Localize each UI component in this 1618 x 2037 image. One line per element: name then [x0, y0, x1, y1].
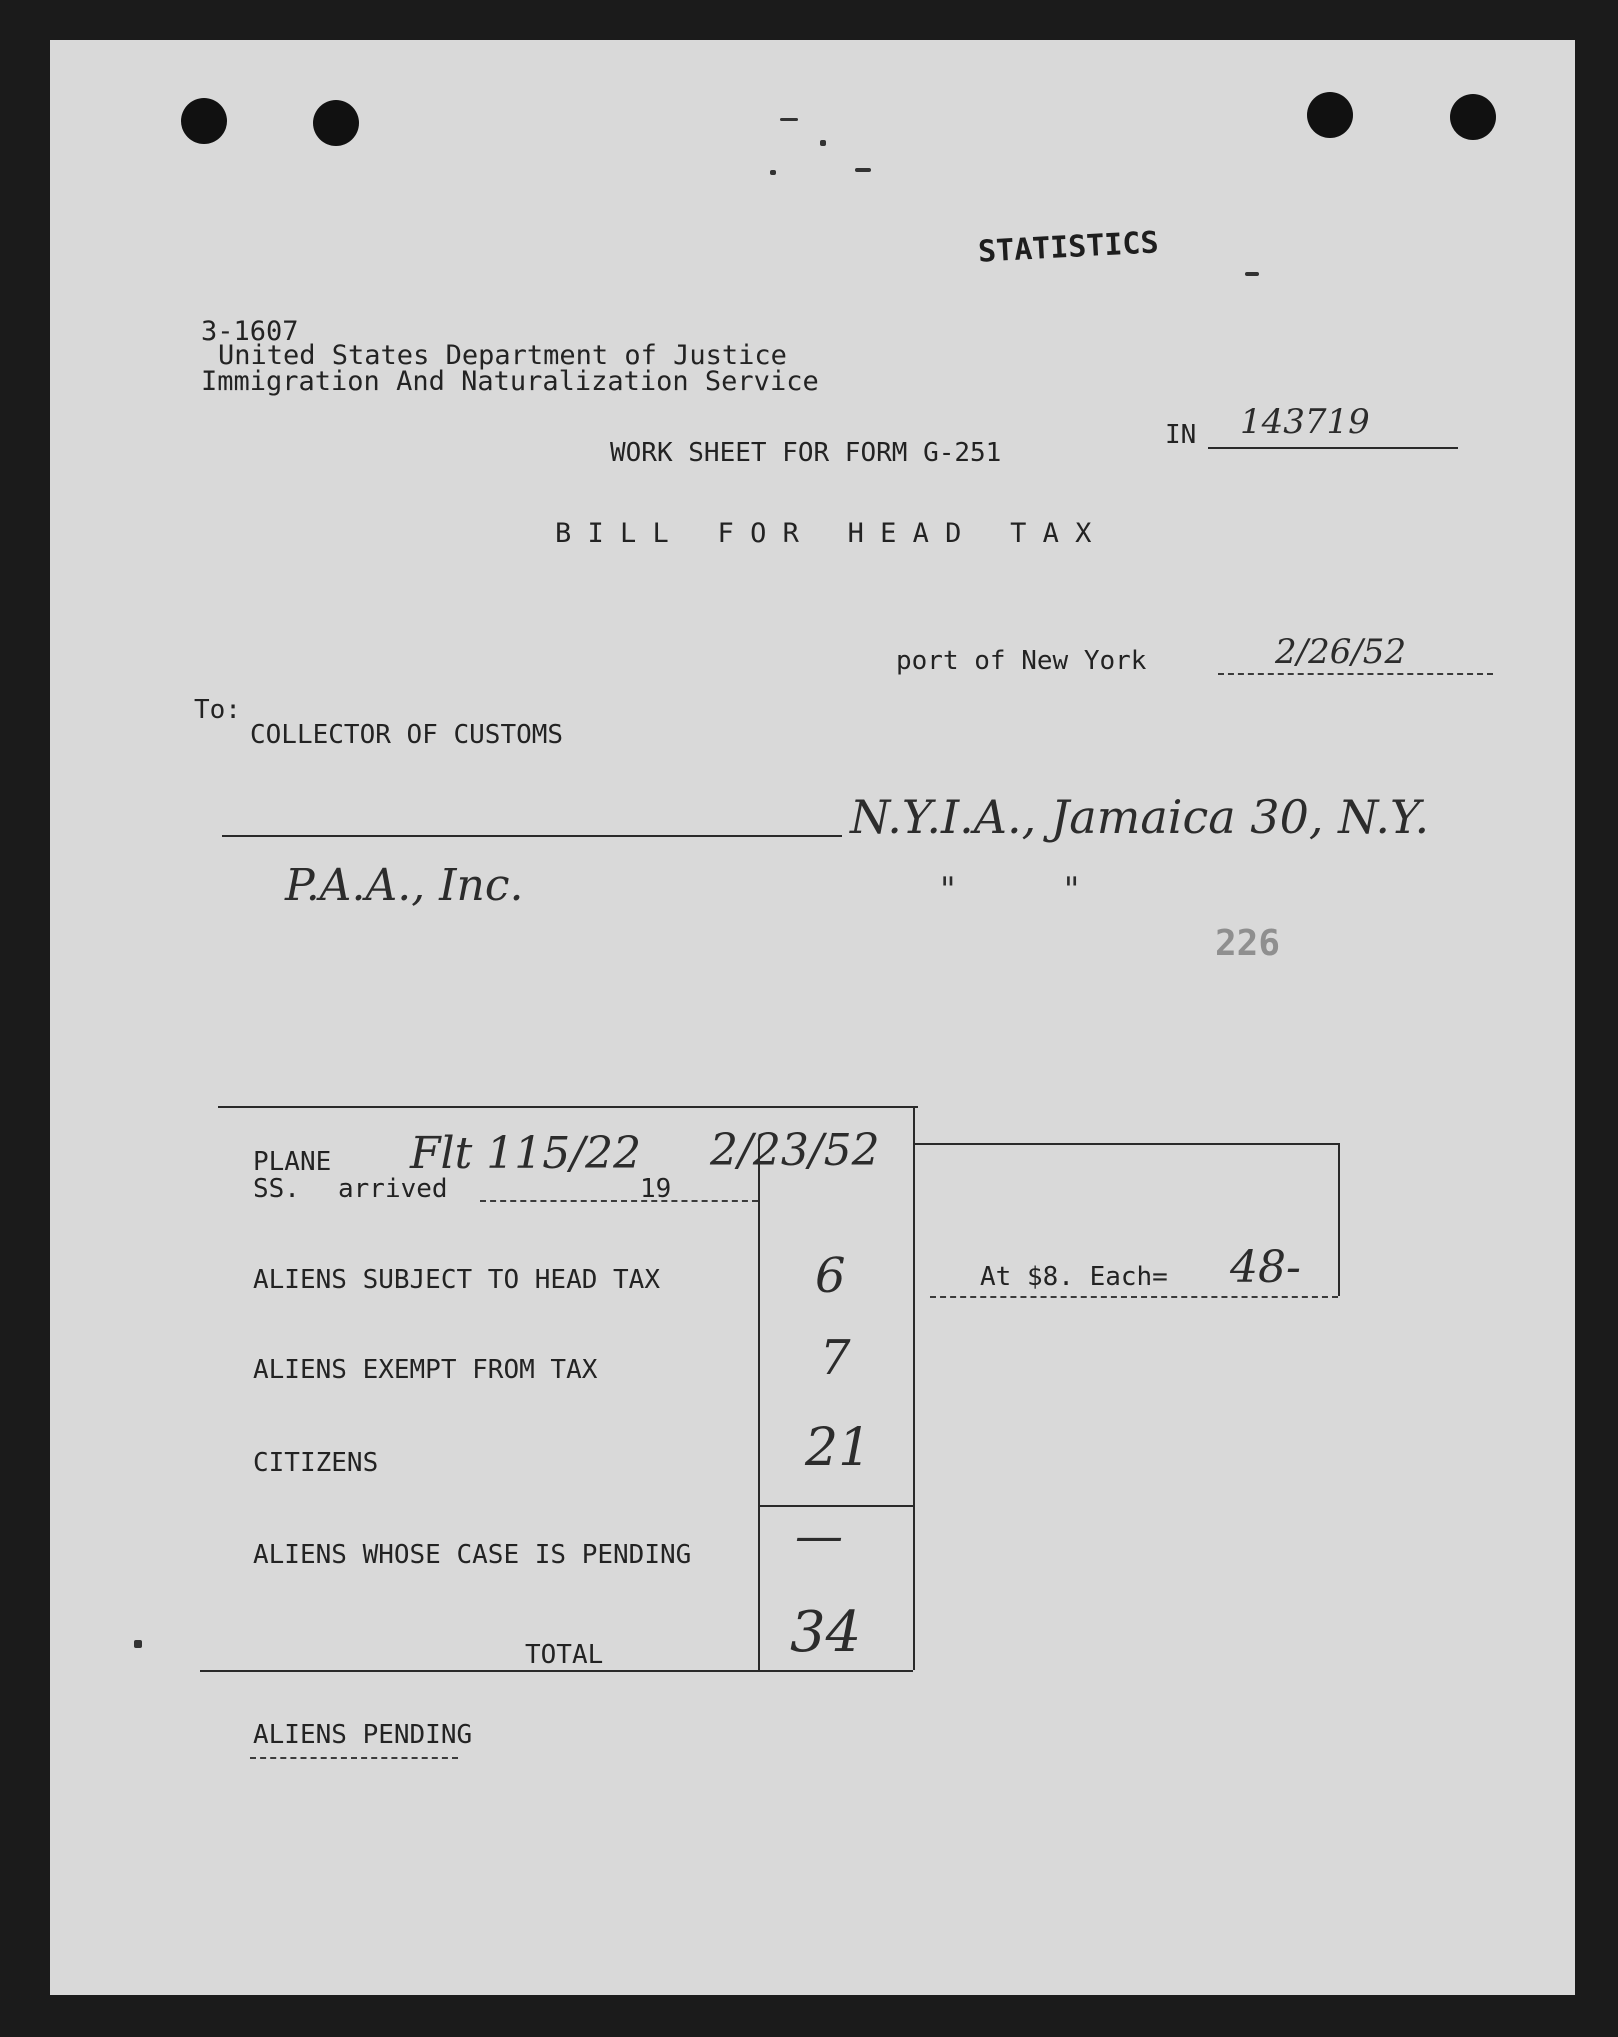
- document-sheet: [50, 40, 1575, 1995]
- speck: [780, 118, 798, 121]
- ditto-marks: " ": [940, 870, 1080, 910]
- row-label-subject: ALIENS SUBJECT TO HEAD TAX: [253, 1265, 660, 1295]
- total-value-handwritten: 34: [790, 1600, 862, 1665]
- speck: [1245, 272, 1259, 276]
- table-col-divider-2: [913, 1106, 915, 1670]
- aliens-pending-label: ALIENS PENDING: [253, 1720, 473, 1750]
- table-top-line: [218, 1106, 918, 1108]
- punch-hole-2: [313, 100, 359, 146]
- rate-box-right: [1338, 1143, 1340, 1296]
- addressee-handwritten: N.Y.I.A., Jamaica 30, N.Y.: [850, 790, 1430, 844]
- rate-box-top: [913, 1143, 1338, 1145]
- in-label: IN: [1165, 420, 1197, 450]
- plane-label: PLANE: [253, 1147, 332, 1177]
- punch-hole-3: [1307, 92, 1353, 138]
- form-number: 3-1607: [201, 316, 299, 347]
- row-value-citizens: 21: [805, 1418, 872, 1478]
- in-number-line: [1208, 447, 1458, 449]
- carrier-handwritten: P.A.A., Inc.: [285, 860, 524, 911]
- ss-label: SS.: [253, 1174, 300, 1204]
- table-bottom-line: [200, 1670, 913, 1672]
- total-label: TOTAL: [525, 1640, 604, 1670]
- date-handwritten: 2/26/52: [1275, 632, 1407, 672]
- row-value-pending: —: [795, 1508, 843, 1564]
- addressee-line: [222, 835, 842, 837]
- arrived-line: [480, 1200, 758, 1202]
- date-line: [1218, 673, 1493, 675]
- flight-handwritten: Flt 115/22: [410, 1128, 642, 1179]
- bill-title: B I L L F O R H E A D T A X: [555, 518, 1092, 549]
- rate-amount-handwritten: 48-: [1230, 1242, 1301, 1293]
- rate-text: At $8. Each=: [980, 1262, 1168, 1292]
- arrived-label: arrived: [338, 1174, 448, 1204]
- speck: [134, 1640, 142, 1648]
- punch-hole-1: [181, 98, 227, 144]
- row-value-exempt: 7: [820, 1330, 851, 1386]
- row-label-pending: ALIENS WHOSE CASE IS PENDING: [253, 1540, 692, 1570]
- port-label: port of New York: [896, 646, 1147, 676]
- aliens-pending-underline: [250, 1757, 458, 1759]
- rate-box-bottom: [930, 1296, 1338, 1298]
- row-label-exempt: ALIENS EXEMPT FROM TAX: [253, 1355, 598, 1385]
- speck: [820, 140, 826, 146]
- row-label-citizens: CITIZENS: [253, 1448, 379, 1478]
- row-value-subject: 6: [815, 1248, 846, 1304]
- arrival-date-handwritten: 2/23/52: [710, 1125, 880, 1176]
- total-divider-line: [758, 1505, 913, 1507]
- agency-line-2: Immigration And Naturalization Service: [201, 366, 819, 397]
- table-col-divider-1: [758, 1140, 760, 1670]
- stamp-number: 226: [1215, 923, 1281, 964]
- in-number-handwritten: 143719: [1240, 402, 1370, 442]
- worksheet-title: WORK SHEET FOR FORM G-251: [610, 438, 1002, 468]
- to-label: To:: [194, 695, 241, 725]
- speck: [770, 170, 776, 175]
- year-prefix: 19: [640, 1174, 672, 1204]
- statistics-stamp: STATISTICS: [977, 225, 1160, 270]
- collector-label: COLLECTOR OF CUSTOMS: [250, 720, 564, 750]
- speck: [855, 168, 871, 172]
- agency-line-1: United States Department of Justice: [218, 340, 787, 371]
- punch-hole-4: [1450, 94, 1496, 140]
